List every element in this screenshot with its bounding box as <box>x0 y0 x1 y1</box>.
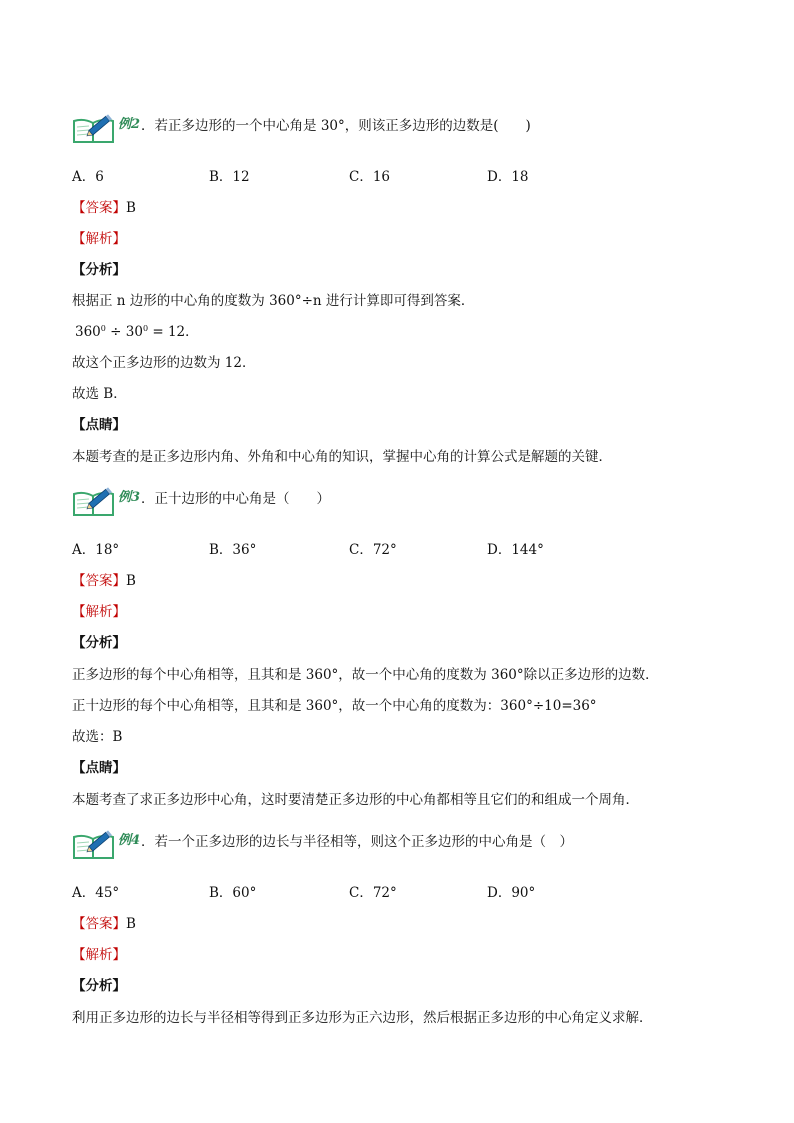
answer-tag: 【答案】 <box>72 916 126 932</box>
formula-line <box>75 320 199 340</box>
fenxi-tag: 【分析】 <box>72 262 126 278</box>
answer-value: B <box>126 200 136 216</box>
option-b: B．60° <box>209 885 257 901</box>
question-text: ．正十边形的中心角是（ ） <box>141 491 331 507</box>
dianjing-text: 本题考查的是正多边形内角、外角和中心角的知识，掌握中心角的计算公式是解题的关键． <box>72 449 612 465</box>
option-c: C．72° <box>349 885 397 901</box>
answer-value: B <box>126 916 136 932</box>
option-c: C．72° <box>349 542 397 558</box>
formula-op: ÷ <box>105 324 126 340</box>
book-pencil-icon <box>72 486 116 516</box>
dianjing-tag: 【点睛】 <box>72 760 126 776</box>
answer-line <box>72 196 136 216</box>
formula-rest: = 12． <box>148 324 199 340</box>
option-d: D．18 <box>487 169 529 185</box>
dianjing-tag: 【点睛】 <box>72 417 126 433</box>
analysis-line: 利用正多边形的边长与半径相等得到正多边形为正六边形，然后根据正多边形的中心角定义求解． <box>72 1010 653 1026</box>
example-label: 例3 <box>118 490 141 505</box>
option-a: A．18° <box>72 542 120 558</box>
analysis-line: 根据正 n 边形的中心角的度数为 360°÷n 进行计算即可得到答案． <box>72 293 475 309</box>
book-pencil-icon <box>72 829 116 859</box>
analysis-line: 正多边形的每个中心角相等，且其和是 360°，故一个中心角的度数为 360°除以正多边形的边数． <box>72 667 659 683</box>
answer-line <box>72 912 136 932</box>
question-text: ．若正多边形的一个中心角是 30°，则该正多边形的边数是( ) <box>141 118 531 134</box>
formula-sup-a: 0 <box>100 324 106 333</box>
answer-tag: 【答案】 <box>72 573 126 589</box>
option-a: A．6 <box>72 169 104 185</box>
book-pencil-icon <box>72 113 116 143</box>
example-2-header <box>72 113 531 143</box>
example-3-header <box>72 486 330 516</box>
option-a: A．45° <box>72 885 120 901</box>
fenxi-tag: 【分析】 <box>72 635 126 651</box>
example-label: 例2 <box>118 117 141 132</box>
option-b: B．36° <box>209 542 257 558</box>
formula-b: 30 <box>125 324 143 340</box>
example-4-header <box>72 829 573 859</box>
option-d: D．90° <box>487 885 536 901</box>
analysis-tag: 【解析】 <box>72 231 126 247</box>
analysis-tag: 【解析】 <box>72 604 126 620</box>
analysis-tag: 【解析】 <box>72 947 126 963</box>
example-label: 例4 <box>118 833 141 848</box>
formula-sup-b: 0 <box>142 324 149 333</box>
option-d: D．144° <box>487 542 544 558</box>
option-b: B．12 <box>209 169 250 185</box>
fenxi-tag: 【分析】 <box>72 978 126 994</box>
answer-tag: 【答案】 <box>72 200 126 216</box>
answer-line <box>72 569 136 589</box>
analysis-line: 故选：B <box>72 729 123 745</box>
formula-a: 360 <box>75 324 101 340</box>
analysis-line: 故选 B． <box>72 386 127 402</box>
question-text: ．若一个正多边形的边长与半径相等，则这个正多边形的中心角是（ ） <box>141 834 574 850</box>
option-c: C．16 <box>349 169 391 185</box>
analysis-line: 故这个正多边形的边数为 12． <box>72 355 256 371</box>
dianjing-text: 本题考查了求正多边形中心角，这时要清楚正多边形的中心角都相等且它们的和组成一个周角． <box>72 792 639 808</box>
answer-value: B <box>126 573 136 589</box>
analysis-line: 正十边形的每个中心角相等，且其和是 360°，故一个中心角的度数为：360°÷10=36° <box>72 698 597 714</box>
